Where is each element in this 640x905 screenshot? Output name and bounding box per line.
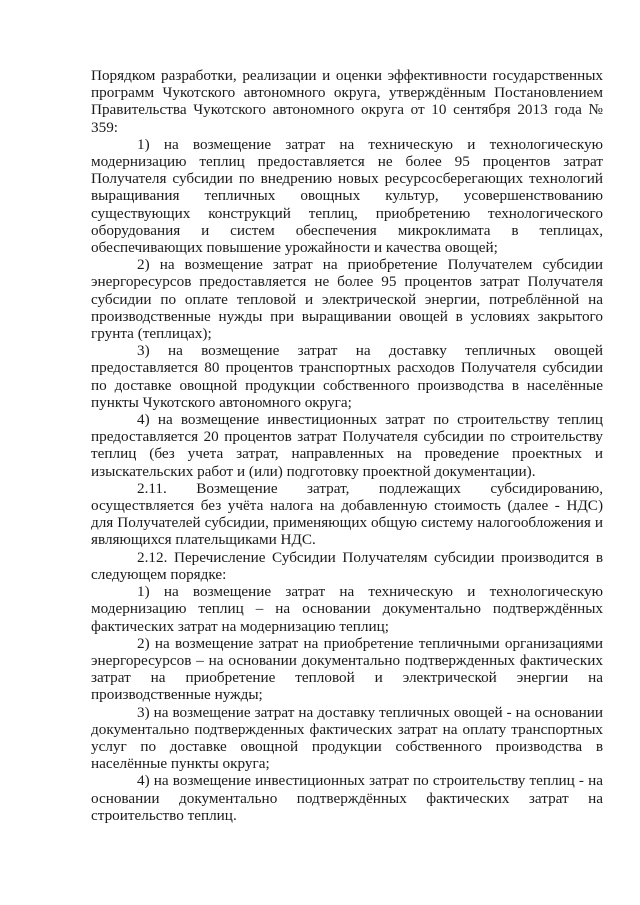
document-page xyxy=(91,67,603,824)
paragraph-3: 3) на возмещение затрат на доставку тепличных овощей предоставляется 80 процентов транспортных расходов Получателя субсидии по доставке овощной продукции собственного производства в населённые пункты Чукотского автономного округа; xyxy=(91,342,603,411)
paragraph-0: Порядком разработки, реализации и оценки эффективности государственных программ Чукотского автономного округа, утверждённым Постановлением Правительства Чукотского автономного округа от 10 сентября 2013 года № 359: xyxy=(91,67,603,136)
paragraph-2: 2) на возмещение затрат на приобретение Получателем субсидии энергоресурсов предоставляется не более 95 процентов затрат Получателя субсидии по оплате тепловой и электрической энергии, потреблённой на производственные нужды при выращивании овощей в условиях закрытого грунта (теплицах); xyxy=(91,256,603,343)
paragraph-9: 3) на возмещение затрат на доставку тепличных овощей - на основании документально подтвержденных фактических затрат на оплату транспортных услуг по доставке овощной продукции собственного производства в населённые пункты округа; xyxy=(91,703,603,773)
paragraph-1: 1) на возмещение затрат на техническую и технологическую модернизацию теплиц предоставляется не более 95 процентов затрат Получателя субсидии по внедрению новых ресурсосберегающих технологий выращивания тепличных овощных культур, усовершенствованию существующих конструкций теплиц, приобретению технологического оборудования и систем обеспечения микроклимата в теплицах, обеспечивающих повышение урожайности и качества овощей; xyxy=(91,135,603,257)
paragraph-4: 4) на возмещение инвестиционных затрат по строительству теплиц предоставляется 20 процентов затрат Получателя субсидии по строительству теплиц (без учета затрат, направленных на проведение проектных и изыскательских работ и (или) подготовку проектной документации). xyxy=(91,411,603,480)
paragraph-5: 2.11. Возмещение затрат, подлежащих субсидированию, осуществляется без учёта налога на добавленную стоимость (далее - НДС) для Получателей субсидии, применяющих общую систему налогообложения и являющихся плательщиками НДС. xyxy=(91,479,603,549)
paragraph-10: 4) на возмещение инвестиционных затрат по строительству теплиц - на основании документально подтверждённых фактических затрат на строительство теплиц. xyxy=(91,772,603,824)
paragraph-6: 2.12. Перечисление Субсидии Получателям субсидии производится в следующем порядке: xyxy=(91,548,603,583)
paragraph-7: 1) на возмещение затрат на техническую и технологическую модернизацию теплиц – на основании документально подтверждённых фактических затрат на модернизацию теплиц; xyxy=(91,583,603,635)
paragraph-8: 2) на возмещение затрат на приобретение тепличными организациями энергоресурсов – на основании документально подтвержденных фактических затрат на приобретение тепловой и электрической энергии на производственные нужды; xyxy=(91,634,603,704)
